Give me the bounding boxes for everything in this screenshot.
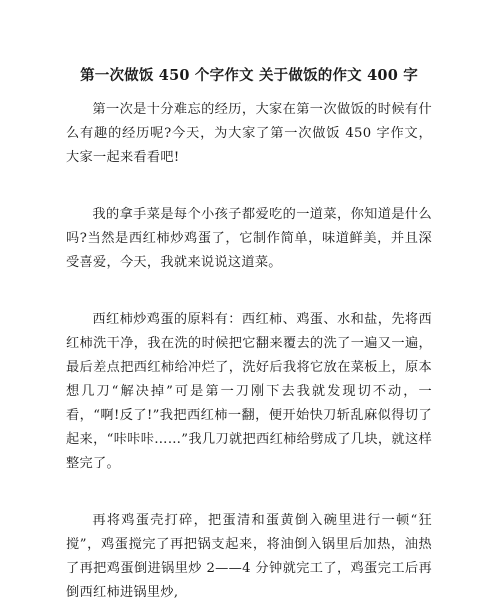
paragraph-ingredients: 西红柿炒鸡蛋的原料有：西红柿、鸡蛋、水和盐，先将西红柿洗干净，我在洗的时候把它翻来覆去的洗了一遍又一遍，最后差点把西红柿给冲烂了，洗好后我将它放在菜板上，原本想几刀“解决掉”可是第一刀刚下去我就发现切不动，一看，“啊!反了!”我把西红柿一翻，便开始快刀斩乱麻似得切了起来，“咔咔咔……”我几刀就把西红柿给劈成了几块，就这样整完了。 xyxy=(66,312,432,471)
paragraph-eggs: 再将鸡蛋壳打碎，把蛋清和蛋黄倒入碗里进行一顿“狂搅”，鸡蛋搅完了再把锅支起来，将油倒入锅里后加热，油热了再把鸡蛋倒进锅里炒 2——4 分钟就完工了，鸡蛋完工后再倒西红柿进锅里炒, xyxy=(66,513,432,600)
paragraph-signature-dish: 我的拿手菜是每个小孩子都爱吃的一道菜，你知道是什么吗?当然是西红柿炒鸡蛋了，它制作简单，味道鲜美，并且深受喜爱，今天，我就来说说这道菜。 xyxy=(66,207,432,270)
document-title: 第一次做饭 450 个字作文 关于做饭的作文 400 字 xyxy=(80,67,418,84)
paragraph-intro: 第一次是十分难忘的经历，大家在第一次做饭的时候有什么有趣的经历呢?今天，为大家了第一次做饭 450 字作文，大家一起来看看吧! xyxy=(66,102,432,165)
